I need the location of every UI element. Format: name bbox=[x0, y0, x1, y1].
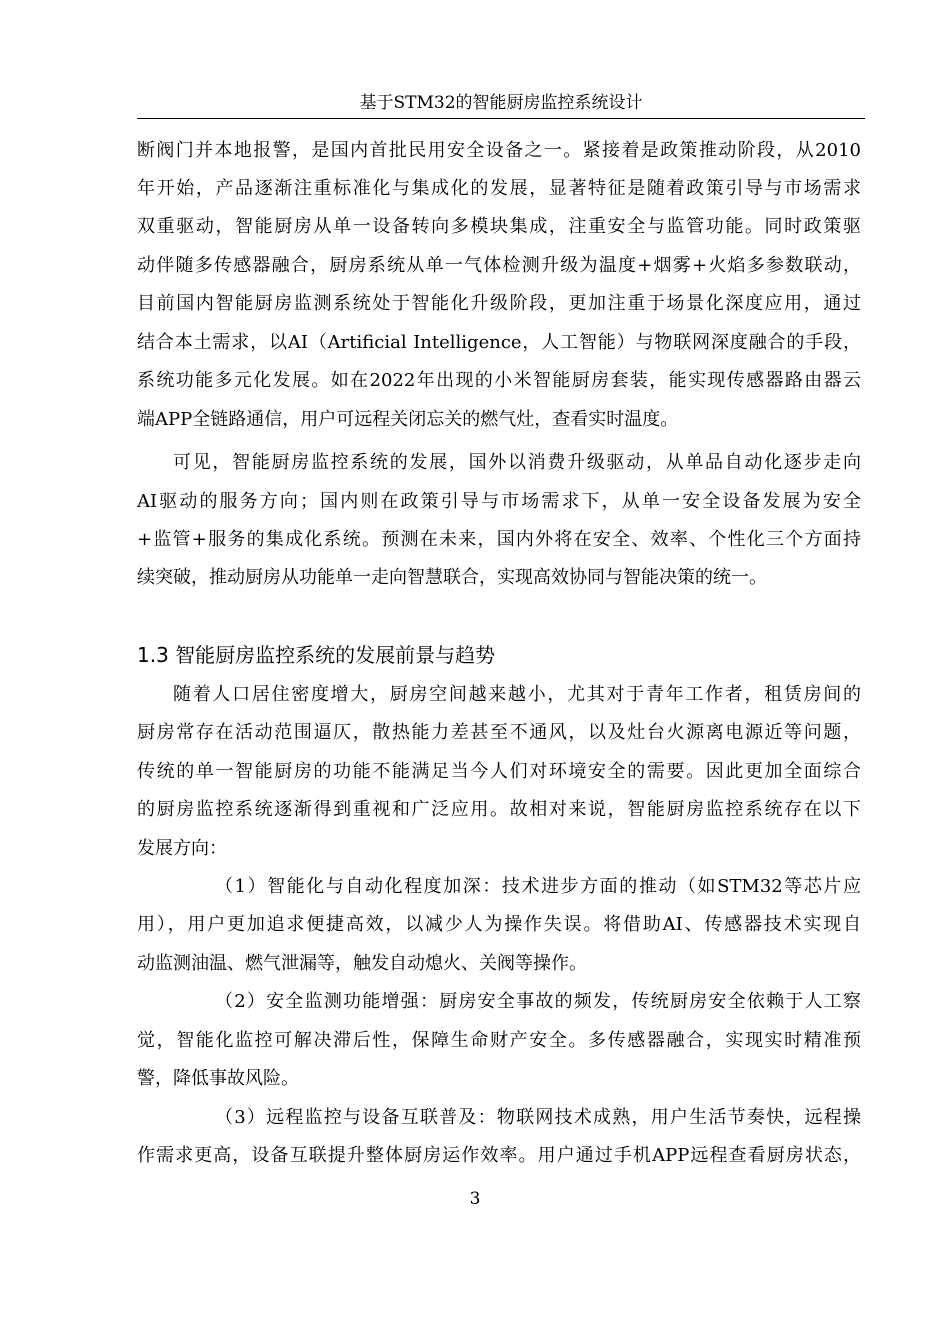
list-item-line: （1）智能化与自动化程度加深：技术进步方面的推动（如STM32等芯片应 bbox=[215, 876, 861, 897]
list-item-line: 作需求更高，设备互联提升整体厨房运作效率。用户通过手机APP远程查看厨房状态， bbox=[137, 1145, 861, 1166]
section-heading: 1.3 智能厨房监控系统的发展前景与趋势 bbox=[137, 643, 496, 667]
list-item-line: 动监测油温、燃气泄漏等，触发自动熄火、关阀等操作。 bbox=[137, 953, 587, 974]
list-item-line: （3）远程监控与设备互联普及：物联网技术成熟，用户生活节奏快，远程操 bbox=[215, 1107, 861, 1128]
paragraph-line: +监管+服务的集成化系统。预测在未来，国内外将在安全、效率、个性化三个方面持 bbox=[137, 529, 861, 550]
paragraph-line: 随着人口居住密度增大，厨房空间越来越小，尤其对于青年工作者，租赁房间的 bbox=[173, 684, 861, 705]
paragraph-line: 厨房常存在活动范围逼仄，散热能力差甚至不通风，以及灶台火源离电源近等问题， bbox=[137, 722, 861, 743]
paragraph-line: 端APP全链路通信，用户可远程关闭忘关的燃气灶，查看实时温度。 bbox=[137, 409, 679, 430]
paragraph-line: AI驱动的服务方向；国内则在政策引导与市场需求下，从单一安全设备发展为安全 bbox=[137, 491, 861, 512]
paragraph-line: 动伴随多传感器融合，厨房系统从单一气体检测升级为温度+烟雾+火焰多参数联动， bbox=[137, 255, 861, 276]
list-item-line: 警，降低事故风险。 bbox=[137, 1068, 299, 1089]
paragraph-line: 传统的单一智能厨房的功能不能满足当今人们对环境安全的需要。因此更加全面综合 bbox=[137, 761, 861, 782]
paragraph-line: 可见，智能厨房监控系统的发展，国外以消费升级驱动，从单品自动化逐步走向 bbox=[173, 452, 861, 473]
paragraph-line: 目前国内智能厨房监测系统处于智能化升级阶段，更加注重于场景化深度应用，通过 bbox=[137, 293, 861, 314]
list-item-line: （2）安全监测功能增强：厨房安全事故的频发，传统厨房安全依赖于人工察 bbox=[215, 991, 861, 1012]
paragraph-line: 断阀门并本地报警，是国内首批民用安全设备之一。紧接着是政策推动阶段，从2010 bbox=[137, 140, 861, 161]
page-number: 3 bbox=[469, 1189, 481, 1209]
paragraph-line: 年开始，产品逐渐注重标准化与集成化的发展，显著特征是随着政策引导与市场需求 bbox=[137, 178, 861, 199]
paragraph-line: 双重驱动，智能厨房从单一设备转向多模块集成，注重安全与监管功能。同时政策驱 bbox=[137, 216, 861, 237]
list-item-line: 觉，智能化监控可解决滞后性，保障生命财产安全。多传感器融合，实现实时精准预 bbox=[137, 1030, 861, 1051]
header-divider bbox=[137, 118, 865, 119]
list-item-line: 用），用户更加追求便捷高效，以减少人为操作失误。将借助AI、传感器技术实现自 bbox=[137, 914, 861, 935]
paragraph-line: 的厨房监控系统逐渐得到重视和广泛应用。故相对来说，智能厨房监控系统存在以下 bbox=[137, 799, 861, 820]
running-header: 基于STM32的智能厨房监控系统设计 bbox=[359, 93, 643, 113]
paragraph-line: 续突破，推动厨房从功能单一走向智慧联合，实现高效协同与智能决策的统一。 bbox=[137, 567, 767, 588]
paragraph-line: 发展方向： bbox=[137, 838, 227, 859]
paragraph-line: 系统功能多元化发展。如在2022年出现的小米智能厨房套装，能实现传感器路由器云 bbox=[137, 370, 861, 391]
paragraph-line: 结合本土需求，以AI（Artificial Intelligence，人工智能）与物联网深度融合的手段， bbox=[137, 332, 861, 353]
